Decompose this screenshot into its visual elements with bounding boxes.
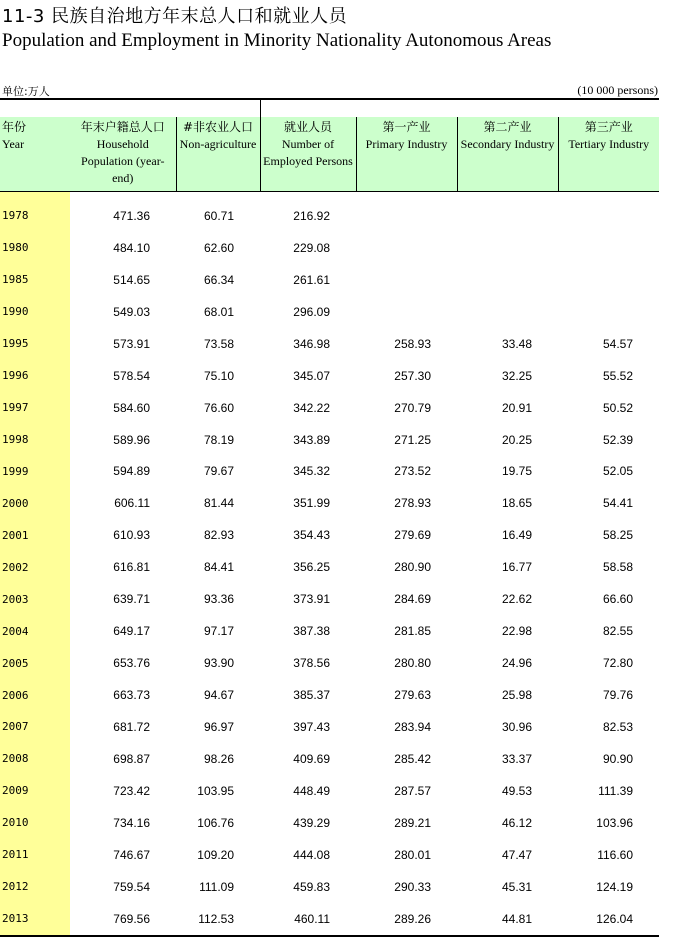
cell-non-agriculture: 78.19 bbox=[203, 432, 234, 447]
cell-non-agriculture: 82.93 bbox=[203, 528, 234, 543]
cell-primary-industry: 279.69 bbox=[394, 528, 431, 543]
cell-employed-persons: 346.98 bbox=[293, 336, 330, 351]
unit-label-chinese: 单位:万人 bbox=[2, 85, 50, 98]
cell-non-agriculture: 81.44 bbox=[203, 496, 234, 511]
header-non-agriculture: #非农业人口 Non-agriculture bbox=[176, 117, 260, 192]
cell-non-agriculture: 75.10 bbox=[203, 368, 234, 383]
cell-year: 2009 bbox=[0, 775, 70, 807]
cell-year: 2013 bbox=[0, 903, 70, 936]
table-row bbox=[0, 551, 659, 583]
cell-non-agriculture: 106.76 bbox=[197, 815, 234, 830]
cell-household-population: 649.17 bbox=[113, 624, 150, 639]
cell-primary-industry bbox=[356, 264, 457, 296]
cell-year: 2003 bbox=[0, 583, 70, 615]
cell-secondary-industry: 30.96 bbox=[501, 719, 532, 734]
cell-household-population: 549.03 bbox=[113, 304, 150, 319]
cell-primary-industry: 280.90 bbox=[394, 560, 431, 575]
cell-household-population: 610.93 bbox=[113, 528, 150, 543]
cell-employed-persons: 216.92 bbox=[293, 208, 330, 223]
cell-household-population: 759.54 bbox=[113, 879, 150, 894]
cell-tertiary-industry: 54.41 bbox=[602, 496, 633, 511]
cell-year: 2011 bbox=[0, 839, 70, 871]
table-row bbox=[0, 487, 659, 519]
cell-primary-industry: 290.33 bbox=[394, 879, 431, 894]
cell-household-population: 723.42 bbox=[113, 783, 150, 798]
cell-employed-persons: 409.69 bbox=[293, 751, 330, 766]
header-year: 年份 Year bbox=[0, 117, 70, 192]
header-employed-persons: 就业人员 Number of Employed Persons bbox=[260, 117, 356, 192]
cell-employed-persons: 397.43 bbox=[293, 719, 330, 734]
cell-non-agriculture: 93.90 bbox=[203, 656, 234, 671]
cell-secondary-industry: 49.53 bbox=[501, 783, 532, 798]
table-row bbox=[0, 711, 659, 743]
table-row bbox=[0, 232, 659, 264]
cell-household-population: 578.54 bbox=[113, 368, 150, 383]
table-row bbox=[0, 839, 659, 871]
cell-tertiary-industry: 103.96 bbox=[596, 815, 633, 830]
cell-household-population: 594.89 bbox=[113, 464, 150, 479]
unit-label-english: (10 000 persons) bbox=[577, 83, 658, 97]
cell-employed-persons: 378.56 bbox=[293, 656, 330, 671]
cell-employed-persons: 444.08 bbox=[293, 847, 330, 862]
cell-employed-persons: 343.89 bbox=[293, 432, 330, 447]
cell-secondary-industry: 46.12 bbox=[501, 815, 532, 830]
cell-non-agriculture: 93.36 bbox=[203, 592, 234, 607]
cell-tertiary-industry bbox=[558, 296, 659, 328]
cell-non-agriculture: 73.58 bbox=[203, 336, 234, 351]
cell-year: 1995 bbox=[0, 328, 70, 360]
cell-non-agriculture: 96.97 bbox=[203, 719, 234, 734]
cell-employed-persons: 448.49 bbox=[293, 783, 330, 798]
table-row bbox=[0, 519, 659, 551]
cell-tertiary-industry bbox=[558, 192, 659, 232]
cell-employed-persons: 356.25 bbox=[293, 560, 330, 575]
cell-primary-industry bbox=[356, 296, 457, 328]
cell-primary-industry: 284.69 bbox=[394, 592, 431, 607]
cell-year: 1990 bbox=[0, 296, 70, 328]
cell-year: 2007 bbox=[0, 711, 70, 743]
cell-secondary-industry: 32.25 bbox=[501, 368, 532, 383]
cell-tertiary-industry: 58.25 bbox=[602, 528, 633, 543]
cell-household-population: 589.96 bbox=[113, 432, 150, 447]
header-spacer-row bbox=[0, 99, 659, 117]
table-row bbox=[0, 647, 659, 679]
cell-tertiary-industry bbox=[558, 264, 659, 296]
cell-tertiary-industry: 52.05 bbox=[602, 464, 633, 479]
cell-tertiary-industry: 82.53 bbox=[602, 719, 633, 734]
cell-primary-industry: 273.52 bbox=[394, 464, 431, 479]
cell-primary-industry: 289.26 bbox=[394, 911, 431, 926]
cell-primary-industry: 270.79 bbox=[394, 400, 431, 415]
cell-employed-persons: 229.08 bbox=[293, 240, 330, 255]
cell-non-agriculture: 76.60 bbox=[203, 400, 234, 415]
cell-household-population: 584.60 bbox=[113, 400, 150, 415]
cell-primary-industry: 289.21 bbox=[394, 815, 431, 830]
cell-secondary-industry: 20.25 bbox=[501, 432, 532, 447]
cell-tertiary-industry: 124.19 bbox=[596, 879, 633, 894]
cell-tertiary-industry: 58.58 bbox=[602, 560, 633, 575]
cell-employed-persons: 387.38 bbox=[293, 624, 330, 639]
table-row bbox=[0, 424, 659, 456]
cell-primary-industry: 281.85 bbox=[394, 624, 431, 639]
cell-employed-persons: 261.61 bbox=[293, 272, 330, 287]
table-row bbox=[0, 871, 659, 903]
cell-secondary-industry: 24.96 bbox=[501, 656, 532, 671]
cell-secondary-industry bbox=[457, 192, 558, 232]
cell-year: 2008 bbox=[0, 743, 70, 775]
header-secondary-industry: 第二产业 Secondary Industry bbox=[457, 117, 558, 192]
cell-primary-industry: 278.93 bbox=[394, 496, 431, 511]
cell-primary-industry: 258.93 bbox=[394, 336, 431, 351]
cell-year: 1980 bbox=[0, 232, 70, 264]
cell-secondary-industry: 16.49 bbox=[501, 528, 532, 543]
cell-household-population: 734.16 bbox=[113, 815, 150, 830]
cell-secondary-industry: 44.81 bbox=[501, 911, 532, 926]
cell-primary-industry: 280.80 bbox=[394, 656, 431, 671]
cell-household-population: 663.73 bbox=[113, 688, 150, 703]
cell-household-population: 484.10 bbox=[113, 240, 150, 255]
cell-employed-persons: 351.99 bbox=[293, 496, 330, 511]
cell-employed-persons: 460.11 bbox=[294, 911, 330, 926]
cell-secondary-industry: 18.65 bbox=[501, 496, 532, 511]
title-english: Population and Employment in Minority Nationality Autonomous Areas bbox=[2, 30, 552, 51]
cell-employed-persons: 373.91 bbox=[293, 592, 330, 607]
cell-primary-industry bbox=[356, 232, 457, 264]
cell-year: 2005 bbox=[0, 647, 70, 679]
cell-household-population: 698.87 bbox=[113, 751, 150, 766]
cell-primary-industry: 279.63 bbox=[394, 688, 431, 703]
cell-employed-persons: 459.83 bbox=[293, 879, 330, 894]
cell-year: 1998 bbox=[0, 424, 70, 456]
cell-household-population: 746.67 bbox=[113, 847, 150, 862]
cell-year: 2004 bbox=[0, 615, 70, 647]
cell-primary-industry: 280.01 bbox=[394, 847, 431, 862]
table-row bbox=[0, 679, 659, 711]
cell-year: 2001 bbox=[0, 519, 70, 551]
cell-non-agriculture: 112.53 bbox=[198, 911, 234, 926]
cell-household-population: 514.65 bbox=[113, 272, 150, 287]
cell-year: 1985 bbox=[0, 264, 70, 296]
cell-non-agriculture: 111.09 bbox=[199, 879, 234, 894]
cell-secondary-industry bbox=[457, 232, 558, 264]
cell-primary-industry: 283.94 bbox=[394, 719, 431, 734]
cell-household-population: 573.91 bbox=[113, 336, 150, 351]
cell-tertiary-industry: 79.76 bbox=[602, 688, 633, 703]
cell-primary-industry: 285.42 bbox=[394, 751, 431, 766]
cell-year: 1997 bbox=[0, 392, 70, 424]
cell-secondary-industry: 22.62 bbox=[501, 592, 532, 607]
cell-household-population: 471.36 bbox=[113, 208, 150, 223]
cell-tertiary-industry: 55.52 bbox=[602, 368, 633, 383]
cell-non-agriculture: 68.01 bbox=[203, 304, 234, 319]
table-row bbox=[0, 328, 659, 360]
header-tertiary-industry: 第三产业 Tertiary Industry bbox=[558, 117, 659, 192]
table-row bbox=[0, 192, 659, 232]
cell-employed-persons: 296.09 bbox=[293, 304, 330, 319]
cell-employed-persons: 345.07 bbox=[293, 368, 330, 383]
table-row bbox=[0, 392, 659, 424]
cell-non-agriculture: 84.41 bbox=[203, 560, 234, 575]
cell-secondary-industry: 33.37 bbox=[501, 751, 532, 766]
cell-year: 2010 bbox=[0, 807, 70, 839]
cell-tertiary-industry: 82.55 bbox=[602, 624, 633, 639]
cell-primary-industry: 271.25 bbox=[394, 432, 431, 447]
cell-year: 2012 bbox=[0, 871, 70, 903]
table-row bbox=[0, 775, 659, 807]
cell-secondary-industry: 33.48 bbox=[501, 336, 532, 351]
cell-secondary-industry: 25.98 bbox=[501, 688, 532, 703]
cell-household-population: 769.56 bbox=[113, 911, 150, 926]
table-row bbox=[0, 743, 659, 775]
cell-non-agriculture: 62.60 bbox=[203, 240, 234, 255]
cell-secondary-industry: 20.91 bbox=[501, 400, 532, 415]
cell-tertiary-industry bbox=[558, 232, 659, 264]
cell-non-agriculture: 103.95 bbox=[197, 783, 234, 798]
cell-year: 2006 bbox=[0, 679, 70, 711]
cell-tertiary-industry: 126.04 bbox=[596, 911, 633, 926]
cell-secondary-industry bbox=[457, 264, 558, 296]
cell-tertiary-industry: 50.52 bbox=[602, 400, 633, 415]
cell-secondary-industry: 16.77 bbox=[501, 560, 532, 575]
cell-employed-persons: 354.43 bbox=[293, 528, 330, 543]
table-row bbox=[0, 456, 659, 488]
cell-non-agriculture: 97.17 bbox=[203, 624, 234, 639]
cell-tertiary-industry: 66.60 bbox=[602, 592, 633, 607]
header-household-population: 年末户籍总人口 Household Population (year-end) bbox=[70, 117, 176, 192]
data-table bbox=[0, 98, 659, 937]
cell-secondary-industry: 22.98 bbox=[501, 624, 532, 639]
table-row bbox=[0, 296, 659, 328]
cell-employed-persons: 342.22 bbox=[293, 400, 330, 415]
cell-household-population: 616.81 bbox=[113, 560, 150, 575]
cell-non-agriculture: 94.67 bbox=[203, 688, 234, 703]
cell-secondary-industry: 45.31 bbox=[501, 879, 532, 894]
table-row bbox=[0, 903, 659, 936]
cell-tertiary-industry: 111.39 bbox=[598, 783, 633, 798]
cell-tertiary-industry: 116.60 bbox=[597, 847, 633, 862]
cell-non-agriculture: 98.26 bbox=[203, 751, 234, 766]
cell-primary-industry bbox=[356, 192, 457, 232]
cell-tertiary-industry: 90.90 bbox=[602, 751, 633, 766]
cell-year: 2000 bbox=[0, 487, 70, 519]
cell-non-agriculture: 109.20 bbox=[197, 847, 234, 862]
cell-non-agriculture: 60.71 bbox=[203, 208, 234, 223]
cell-employed-persons: 385.37 bbox=[293, 688, 330, 703]
cell-employed-persons: 439.29 bbox=[293, 815, 330, 830]
table-row bbox=[0, 264, 659, 296]
table-row bbox=[0, 583, 659, 615]
cell-primary-industry: 257.30 bbox=[394, 368, 431, 383]
table-row bbox=[0, 615, 659, 647]
cell-year: 2002 bbox=[0, 551, 70, 583]
table-row bbox=[0, 807, 659, 839]
cell-year: 1996 bbox=[0, 360, 70, 392]
cell-secondary-industry bbox=[457, 296, 558, 328]
cell-household-population: 653.76 bbox=[113, 656, 150, 671]
header-primary-industry: 第一产业 Primary Industry bbox=[356, 117, 457, 192]
cell-household-population: 681.72 bbox=[113, 719, 150, 734]
cell-secondary-industry: 47.47 bbox=[501, 847, 532, 862]
cell-secondary-industry: 19.75 bbox=[501, 464, 532, 479]
cell-tertiary-industry: 54.57 bbox=[602, 336, 633, 351]
cell-year: 1999 bbox=[0, 456, 70, 488]
cell-primary-industry: 287.57 bbox=[394, 783, 431, 798]
cell-tertiary-industry: 72.80 bbox=[602, 656, 633, 671]
cell-year: 1978 bbox=[0, 192, 70, 232]
cell-employed-persons: 345.32 bbox=[293, 464, 330, 479]
cell-non-agriculture: 66.34 bbox=[203, 272, 234, 287]
cell-non-agriculture: 79.67 bbox=[203, 464, 234, 479]
table-row bbox=[0, 360, 659, 392]
title-chinese: 11-3 民族自治地方年末总人口和就业人员 bbox=[2, 6, 348, 27]
cell-tertiary-industry: 52.39 bbox=[602, 432, 633, 447]
header-row bbox=[0, 117, 659, 192]
cell-household-population: 639.71 bbox=[113, 592, 150, 607]
cell-household-population: 606.11 bbox=[114, 496, 150, 511]
